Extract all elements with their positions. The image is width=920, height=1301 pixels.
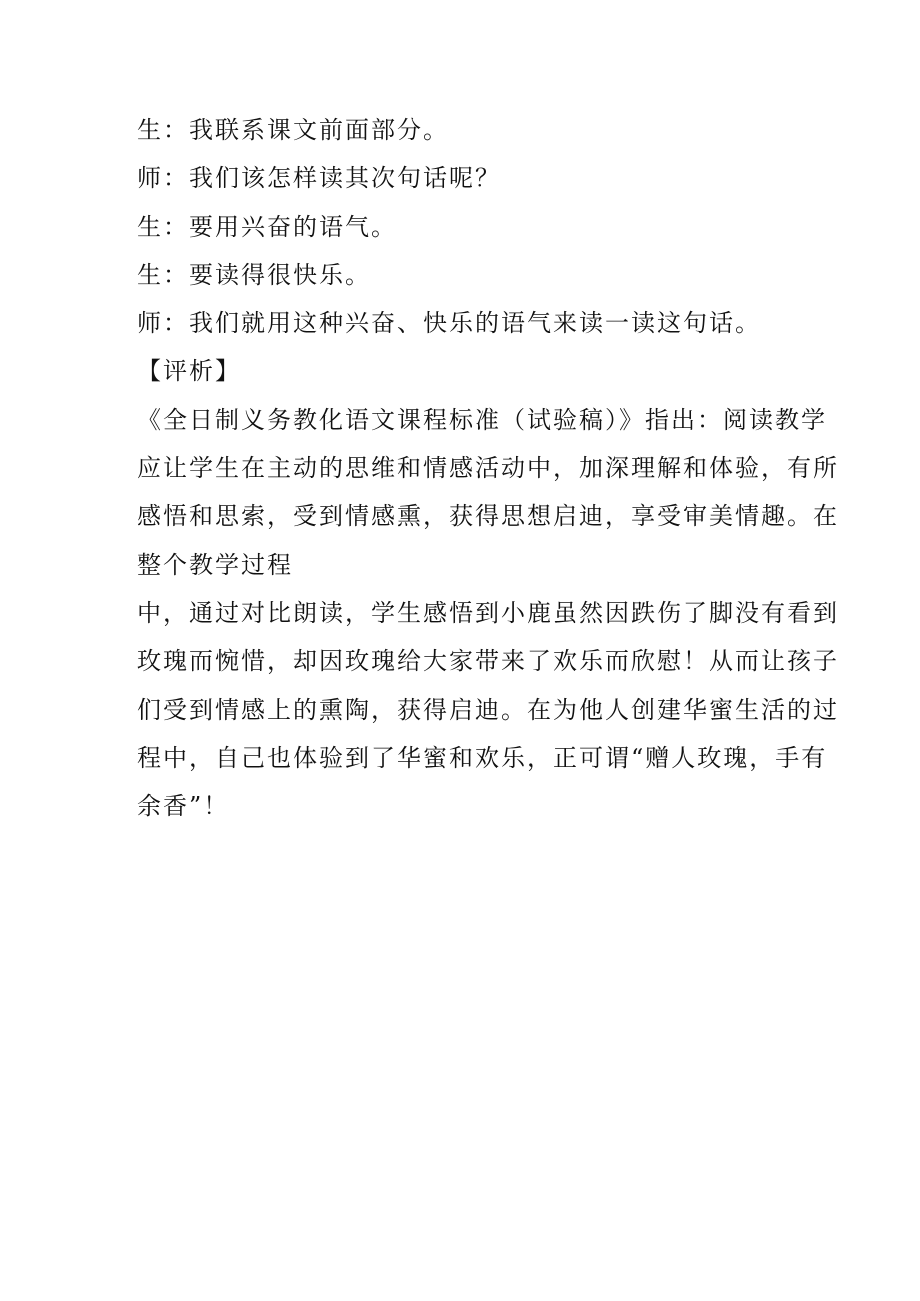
analysis-line-1: 《全日制义务教化语文课程标准（试验稿）》指出：阅读教学 (137, 405, 827, 434)
dialogue-line-student-3: 生：要读得很快乐。 (137, 260, 371, 289)
dialogue-line-student-2: 生：要用兴奋的语气。 (137, 212, 397, 241)
section-heading-analysis: 【评析】 (137, 357, 241, 386)
analysis-line-8: 程中，自己也体验到了华蜜和欢乐，正可谓“赠人玫瑰，手有 (137, 743, 828, 772)
dialogue-line-student-1: 生：我联系课文前面部分。 (137, 116, 449, 144)
document-body (137, 106, 839, 830)
dialogue-line-teacher-1: 师：我们该怎样读其次句话呢？ (137, 164, 501, 193)
dialogue-line-teacher-2: 师：我们就用这种兴奋、快乐的语气来读一读这句话。 (137, 309, 761, 338)
analysis-line-4: 整个教学过程 (137, 550, 293, 579)
analysis-line-3: 感悟和思索，受到情感熏，获得思想启迪，享受审美情趣。在 (137, 502, 839, 531)
analysis-line-9: 余香”！ (137, 792, 230, 821)
analysis-line-7: 们受到情感上的熏陶，获得启迪。在为他人创建华蜜生活的过 (137, 695, 839, 724)
analysis-line-2: 应让学生在主动的思维和情感活动中，加深理解和体验，有所 (137, 454, 839, 483)
analysis-line-6: 玫瑰而惋惜，却因玫瑰给大家带来了欢乐而欣慰！从而让孩子 (137, 647, 839, 676)
analysis-line-5: 中，通过对比朗读，学生感悟到小鹿虽然因跌伤了脚没有看到 (137, 598, 839, 627)
